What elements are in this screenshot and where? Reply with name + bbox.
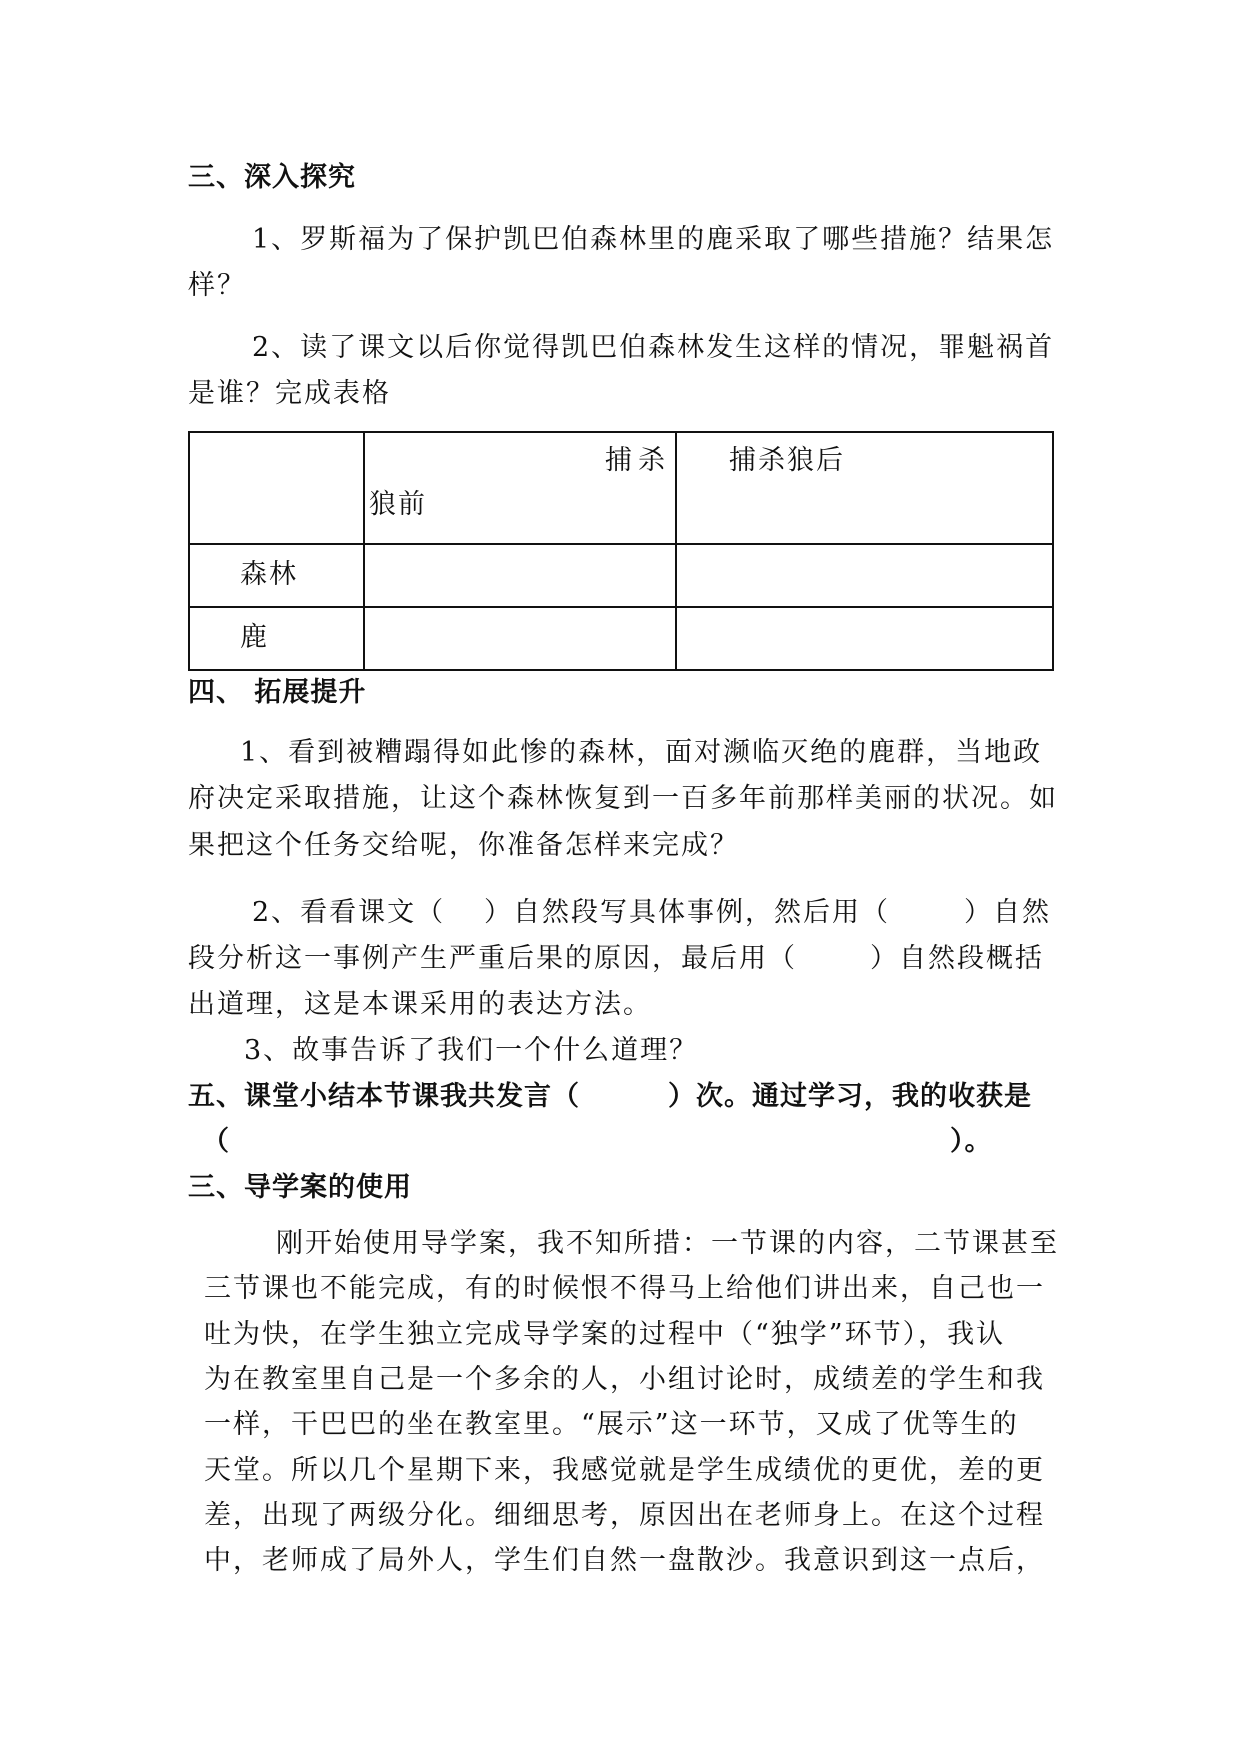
- guide-paragraph-line: 差，出现了两级分化。细细思考，原因出在老师身上。在这个过程: [204, 1500, 1045, 1531]
- summary-line-2-open: （: [202, 1126, 230, 1157]
- section-heading-extend: 四、 拓展提升: [188, 677, 367, 708]
- question-2-line-2: 是谁？完成表格: [188, 378, 391, 409]
- table-cell-deer-before[interactable]: [364, 607, 676, 670]
- table-cell-forest-before[interactable]: [364, 544, 676, 607]
- guide-paragraph-line: 吐为快，在学生独立完成导学案的过程中（“独学”环节），我认: [204, 1319, 1006, 1350]
- guide-paragraph-line: 三节课也不能完成，有的时候恨不得马上给他们讲出来，自己也一: [204, 1273, 1045, 1304]
- table-header-before: [364, 432, 676, 544]
- extend-q2-line-1c: ）自然: [964, 897, 1051, 928]
- table-row-label-cell: [189, 607, 364, 670]
- extend-q2-line-1a: 2、看看课文（: [252, 897, 446, 928]
- question-1-line-2: 样？: [188, 270, 246, 301]
- row-label-forest: 森林: [240, 559, 298, 590]
- extend-q1-line-2: 府决定采取措施，让这个森林恢复到一百多年前那样美丽的状况。如: [188, 783, 1058, 814]
- summary-line-1a: 五、课堂小结本节课我共发言（: [188, 1081, 580, 1112]
- guide-paragraph-line: 刚开始使用导学案，我不知所措：一节课的内容，二节课甚至: [276, 1228, 1059, 1259]
- header-after-label: 捕杀狼后: [729, 445, 845, 476]
- guide-paragraph-line: 为在教室里自己是一个多余的人，小组讨论时，成绩差的学生和我: [204, 1364, 1045, 1395]
- row-label-deer: 鹿: [240, 622, 269, 653]
- extend-q1-line-1: 1、看到被糟蹋得如此惨的森林，面对濒临灭绝的鹿群，当地政: [240, 737, 1043, 768]
- table-cell-deer-after[interactable]: [676, 607, 1053, 670]
- header-before-part1: 捕杀: [605, 445, 671, 476]
- table-corner-cell: [189, 432, 364, 544]
- question-1-line-1: 1、罗斯福为了保护凯巴伯森林里的鹿采取了哪些措施？结果怎: [252, 224, 1055, 255]
- extend-q2-line-2b: ）自然段概括: [870, 943, 1044, 974]
- summary-line-1b: ）次。通过学习，我的收获是: [668, 1081, 1032, 1112]
- section-heading-explore: 三、深入探究: [188, 162, 356, 193]
- question-2-line-1: 2、读了课文以后你觉得凯巴伯森林发生这样的情况，罪魁祸首: [252, 332, 1055, 363]
- section-heading-guide: 三、导学案的使用: [188, 1172, 412, 1203]
- table-row-label-cell: [189, 544, 364, 607]
- extend-q2-line-3: 出道理，这是本课采用的表达方法。: [188, 989, 652, 1020]
- guide-paragraph-line: 天堂。所以几个星期下来，我感觉就是学生成绩优的更优，差的更: [204, 1455, 1045, 1486]
- header-before-part2: 狼前: [369, 489, 427, 520]
- extend-q2-line-2a: 段分析这一事例产生严重后果的原因，最后用（: [188, 943, 797, 974]
- extend-q1-line-3: 果把这个任务交给呢，你准备怎样来完成？: [188, 830, 739, 861]
- guide-paragraph-line: 一样，干巴巴的坐在教室里。“展示”这一环节，又成了优等生的: [204, 1409, 1019, 1440]
- comparison-table: [188, 431, 1054, 671]
- guide-paragraph-line: 中，老师成了局外人，学生们自然一盘散沙。我意识到这一点后，: [204, 1545, 1045, 1576]
- table-header-after: [676, 432, 1053, 544]
- table-cell-forest-after[interactable]: [676, 544, 1053, 607]
- extend-q3: 3、故事告诉了我们一个什么道理？: [244, 1035, 699, 1066]
- extend-q2-line-1b: ）自然段写具体事例，然后用（: [484, 897, 890, 928]
- summary-line-2-close: ）。: [950, 1126, 993, 1157]
